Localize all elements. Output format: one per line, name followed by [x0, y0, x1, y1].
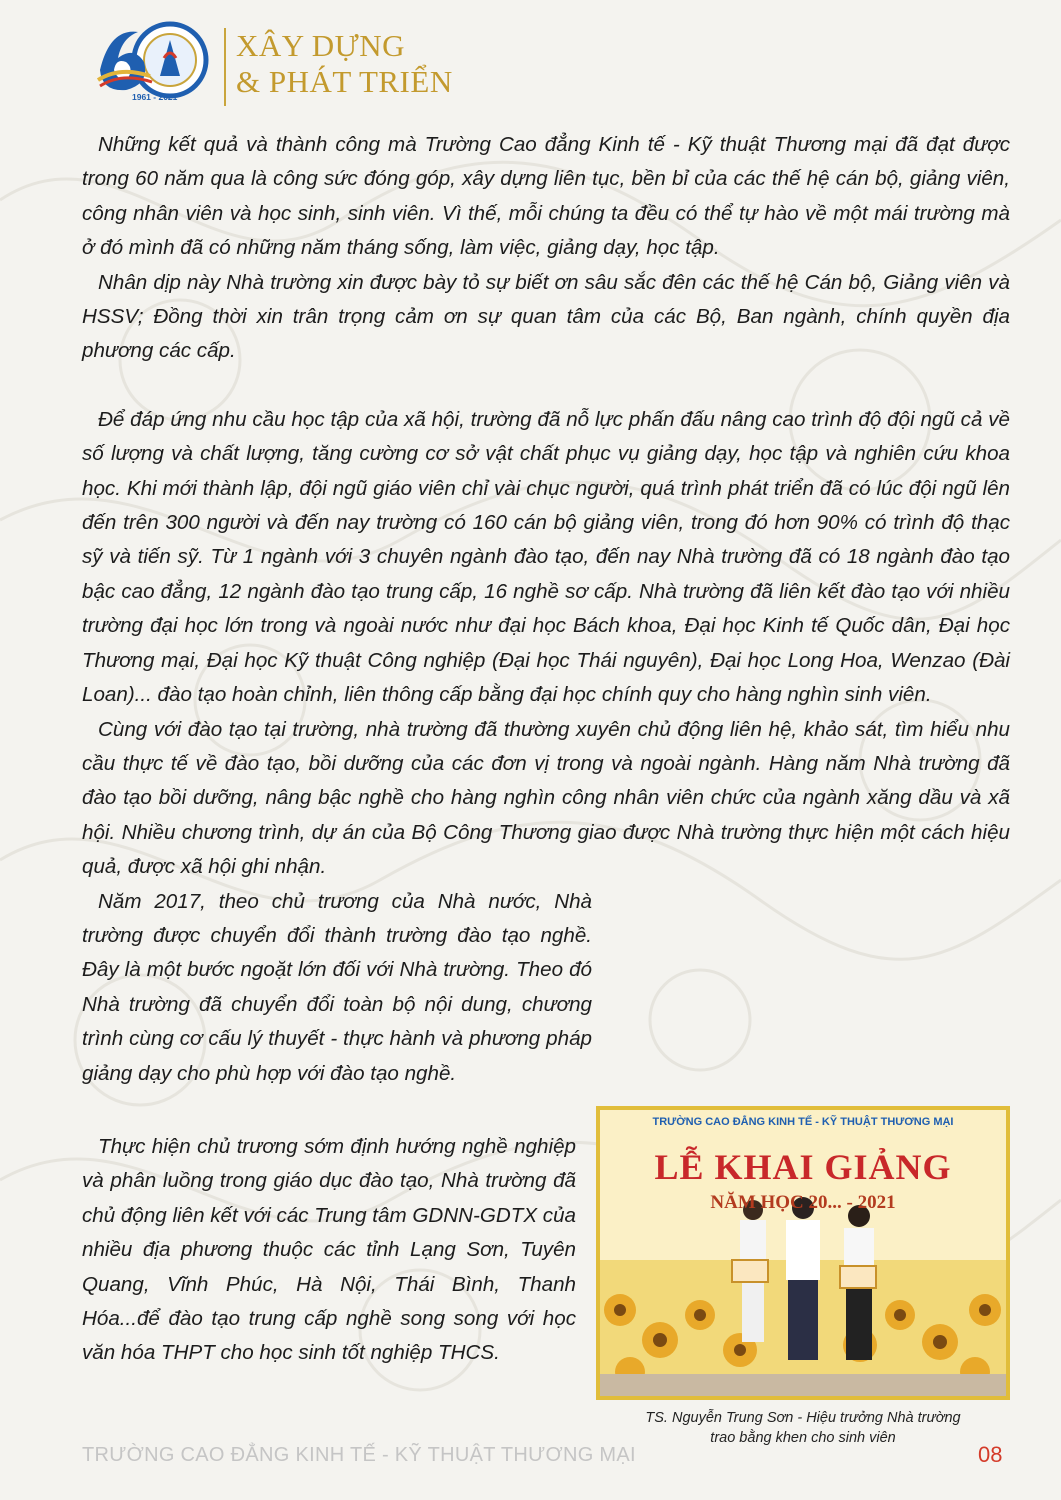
footer-school-name: TRƯỜNG CAO ĐẲNG KINH TẾ - KỸ THUẬT THƯƠNG MẠI	[82, 1444, 636, 1466]
article-body	[82, 128, 1010, 1091]
photo-caption	[596, 1408, 1010, 1448]
page-number: 08	[978, 1442, 1003, 1467]
logo-years: 1961 - 2021	[132, 92, 178, 102]
photo-caption-line1: TS. Nguyễn Trung Sơn - Hiệu trưởng Nhà trường	[645, 1410, 961, 1426]
banner-school-name: TRƯỜNG CAO ĐẲNG KINH TẾ - KỸ THUẬT THƯƠNG MẠI	[652, 1116, 954, 1128]
paragraph-3: Để đáp ứng nhu cầu học tập của xã hội, trường đã nỗ lực phấn đấu nâng cao trình độ đội ngũ cả về số lượng và chất lượng, tăng cường cơ sở vật chất phục vụ giảng dạy, học tập và nghiên cứu khoa học. Khi mới thành lập, đội ngũ giáo viên chỉ vài chục người, quá trình phát triển đã có lúc đội ngũ lên đến trên 300 người và đến nay trường có 160 cán bộ giảng viên, trong đó hơn 90% có trình độ thạc sỹ và tiến sỹ. Từ 1 ngành với 3 chuyên ngành đào tạo, đến nay Nhà trường đã có 18 ngành đào tạo bậc cao đẳng, 12 ngành đào tạo trung cấp, 16 nghề sơ cấp. Nhà trường đã liên kết đào tạo với nhiều trường đại học lớn trong và ngoài nước như đại học Bách khoa, Đại học Kinh tế Quốc dân, Đại học Thương mại, Đại học Kỹ thuật Công nghiệp (Đại học Thái nguyên), Đại học Long Hoa, Wenzao (Đài Loan)... đào tạo hoàn chỉnh, liên thông cấp bằng đại học chính quy cho hàng nghìn sinh viên.	[82, 407, 1010, 707]
paragraph-6: Thực hiện chủ trương sớm định hướng nghề nghiệp và phân luồng trong giáo dục đào tạo, Nhà trường đã chủ động liên kết với các Trung tâm GDNN-GDTX của nhiều địa phương thuộc các tỉnh Lạng Sơn, Tuyên Quang, Vĩnh Phúc, Hà Nội, Thái Bình, Thanh Hóa...để đào tạo trung cấp nghề song song với học văn hóa THPT cho học sinh tốt nghiệp THCS.	[82, 1135, 576, 1365]
page-header	[90, 18, 510, 108]
paragraph-gap	[82, 369, 1010, 403]
section-title-line2: & PHÁT TRIỂN	[236, 64, 453, 99]
section-title	[236, 28, 453, 100]
paragraph-1: Những kết quả và thành công mà Trường Cao đẳng Kinh tế - Kỹ thuật Thương mại đã đạt được trong 60 năm qua là công sức đóng góp, xây dựng liên tục, bền bỉ của các thế hệ cán bộ, giảng viên, công nhân viên và học sinh, sinh viên. Vì thế, mỗi chúng ta đều có thể tự hào về một mái trường mà ở đó mình đã có những năm tháng sống, làm việc, giảng dạy, học tập.	[82, 133, 1010, 260]
header-divider	[224, 28, 226, 106]
paragraph-2: Nhân dịp này Nhà trường xin được bày tỏ sự biết ơn sâu sắc đên các thế hệ Cán bộ, Giảng viên và HSSV; Đồng thời xin trân trọng cảm ơn sự quan tâm của các Bộ, Ban ngành, chính quyền địa phương các cấp.	[82, 270, 1010, 363]
section-title-line1: XÂY DỰNG	[236, 28, 405, 63]
photo-caption-line2: trao bằng khen cho sinh viên	[710, 1430, 896, 1446]
banner-title: LỄ KHAI GIẢNG	[654, 1147, 952, 1187]
paragraph-5: Năm 2017, theo chủ trương của Nhà nước, Nhà trường được chuyển đổi thành trường đào tạo nghề. Đây là một bước ngoặt lớn đối với Nhà trường. Theo đó Nhà trường đã chuyển đổi toàn bộ nội dung, chương trình cùng cơ cấu lý thuyết - thực hành và phương pháp giảng dạy cho phù hợp với đào tạo nghề.	[82, 889, 592, 1085]
ceremony-photo	[596, 1106, 1010, 1400]
banner-subtitle: NĂM HỌC 20... - 2021	[710, 1192, 896, 1213]
paragraph-4: Cùng với đào tạo tại trường, nhà trường đã thường xuyên chủ động liên hệ, khảo sát, tìm hiểu nhu cầu thực tế về đào tạo, bồi dưỡng của các đơn vị trong và ngoài ngành. Hàng năm Nhà trường đã đào tạo bồi dưỡng, nâng bậc nghề cho hàng nghìn công nhân viên chức của ngành xăng dầu và xã hội. Nhiều chương trình, dự án của Bộ Công Thương giao được Nhà trường thực hiện một cách hiệu quả, được xã hội ghi nhận.	[82, 717, 1010, 879]
